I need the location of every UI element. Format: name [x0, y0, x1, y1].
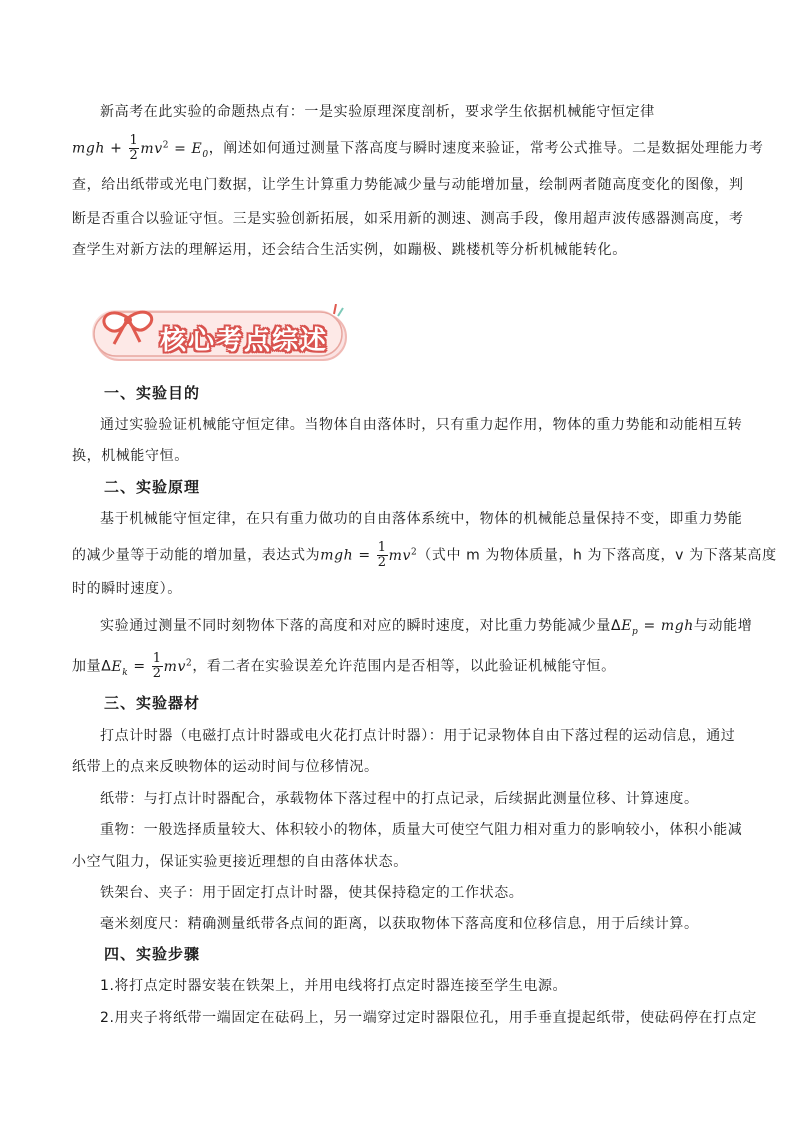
intro-line-4: 断是否重合以验证守恒。三是实验创新拓展，如采用新的测速、测高手段，像用超声波传感器测高度，考 [72, 211, 744, 227]
intro-line-2: mgh + $\frac{1}{2}$ $mv^2 = E_0$，阐述如何通过测量下落高度与瞬时速度来验证，常考公式推导。二是数据处理能力考 [72, 133, 764, 163]
s2-line-3: 时的瞬时速度）。 [72, 581, 182, 597]
s3-line-4: 重物：一般选择质量较大、体积较小的物体，质量大可使空气阻力相对重力的影响较小，体积小能减 [100, 822, 743, 838]
s4-line-1: 1.将打点定时器安装在铁架上，并用电线将打点定时器连接至学生电源。 [100, 978, 568, 994]
s2-line-4: 实验通过测量不同时刻物体下落的高度和对应的瞬时速度，对比重力势能减少量$\Delta E_p$ = mgh与动能增 [100, 618, 753, 637]
s2-line-5: 加量$\Delta E_k$ = $\frac{1}{2}$ $mv^2$，看二者在实验误差允许范围内是否相等，以此验证机械能守恒。 [72, 651, 616, 681]
intro-line-5: 查学生对新方法的理解运用，还会结合生活实例，如蹦极、跳楼机等分析机械能转化。 [72, 242, 627, 258]
intro-line-3: 查，给出纸带或光电门数据，让学生计算重力势能减少量与动能增加量，绘制两者随高度变化的图像，判 [72, 177, 744, 193]
s2-line-2: 的减少量等于动能的增加量，表达式为mgh = $\frac{1}{2}$ $mv^2$（式中 m 为物体质量，h 为下落高度，v 为下落某高度 [72, 540, 777, 570]
s3-line-3: 纸带：与打点计时器配合，承载物体下落过程中的打点记录，后续据此测量位移、计算速度。 [100, 791, 699, 807]
section-4-title: 四、实验步骤 [104, 945, 201, 963]
fraction-half: $\frac{1}{2}$ [377, 540, 387, 570]
s3-line-7: 毫米刻度尺：精确测量纸带各点间的距离，以获取物体下落高度和位移信息，用于后续计算。 [100, 916, 699, 932]
energy-formula: mgh [72, 140, 106, 157]
s3-line-6: 铁架台、夹子：用于固定打点计时器，使其保持稳定的工作状态。 [100, 885, 524, 901]
intro-line-1: 新高考在此实验的命题热点有：一是实验原理深度剖析，要求学生依据机械能守恒定律 [100, 104, 655, 120]
fraction-half: $\frac{1}{2}$ [129, 133, 139, 163]
s3-line-1: 打点计时器（电磁打点计时器或电火花打点计时器）：用于记录物体自由下落过程的运动信息，通过 [100, 728, 736, 744]
section-1-title: 一、实验目的 [104, 384, 201, 402]
sparkle-icon [334, 304, 343, 316]
s2-line-1: 基于机械能守恒定律，在只有重力做功的自由落体系统中，物体的机械能总量保持不变，即重力势能 [100, 511, 743, 527]
section-3-title: 三、实验器材 [104, 694, 201, 712]
s1-line-2: 换，机械能守恒。 [72, 448, 189, 464]
fraction-half: $\frac{1}{2}$ [152, 651, 162, 681]
banner-title: 核心考点综述 [160, 326, 329, 356]
section-2-title: 二、实验原理 [104, 478, 201, 496]
s4-line-2: 2.用夹子将纸带一端固定在砝码上，另一端穿过定时器限位孔，用手垂直提起纸带，使砝码停在打点定 [100, 1010, 757, 1026]
s3-line-2: 纸带上的点来反映物体的运动时间与位移情况。 [72, 759, 379, 775]
s1-line-1: 通过实验验证机械能守恒定律。当物体自由落体时，只有重力起作用，物体的重力势能和动能相互转 [100, 417, 743, 433]
intro-line-2-text: ，阐述如何通过测量下落高度与瞬时速度来验证，常考公式推导。二是数据处理能力考 [208, 140, 764, 157]
s3-line-5: 小空气阻力，保证实验更接近理想的自由落体状态。 [72, 854, 408, 870]
